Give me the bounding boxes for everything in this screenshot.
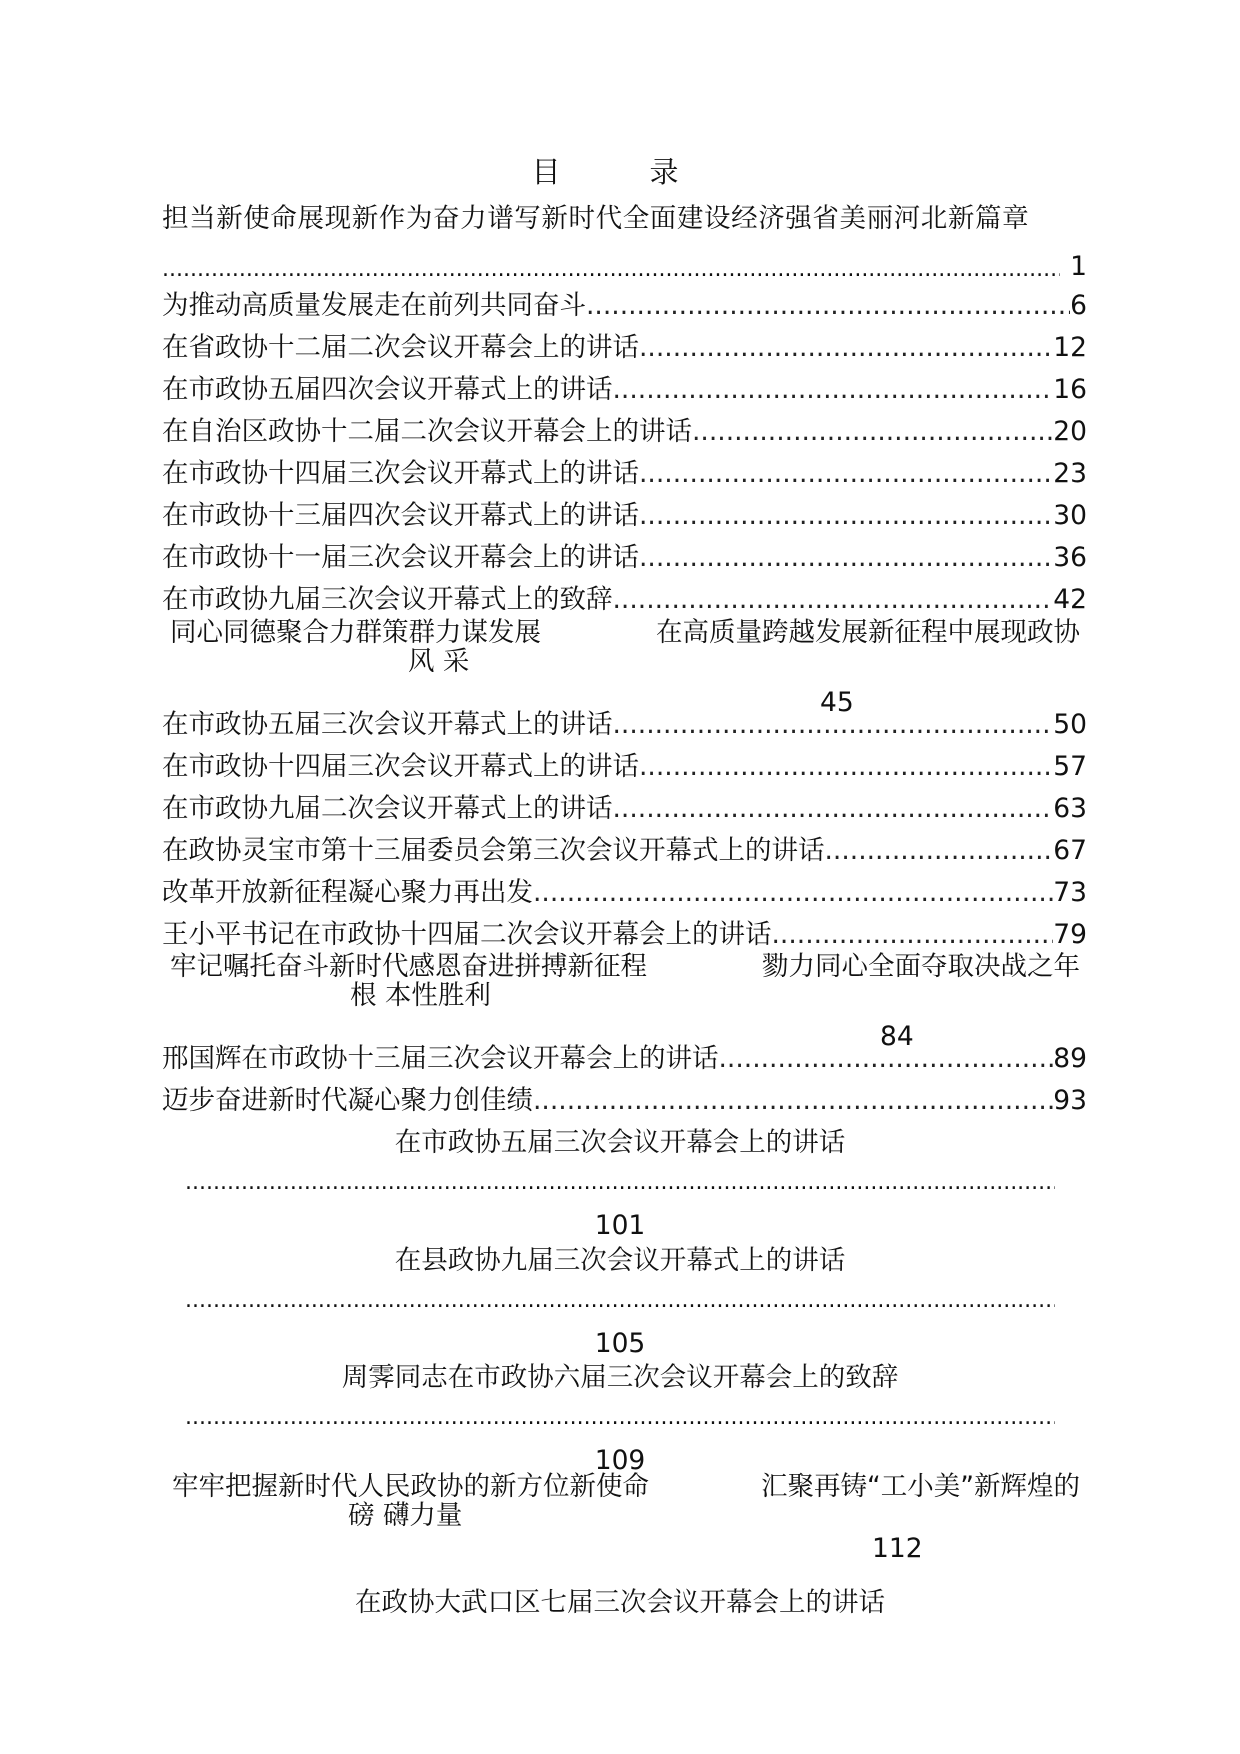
toc-leader-dots: [185, 1171, 1055, 1195]
toc-entry-title-part1: 同心同德聚合力群策群力谋发展: [170, 617, 541, 648]
toc-entry-page: 50: [1053, 709, 1087, 740]
toc-entry-page: 45: [820, 687, 854, 718]
toc-leader-dots: [639, 541, 1053, 575]
toc-entry-title-part1: 牢记嘱托奋斗新时代感恩奋进拼搏新征程: [170, 951, 647, 982]
toc-entry-title-part1: 牢牢把握新时代人民政协的新方位新使命: [172, 1471, 649, 1502]
toc-entry-title: 在自治区政协十二届二次会议开幕会上的讲话: [162, 416, 692, 447]
toc-entry-page: 67: [1053, 835, 1087, 866]
toc-entry[interactable]: [162, 870, 1087, 910]
toc-entry-title: 改革开放新征程凝心聚力再出发: [162, 877, 533, 908]
toc-entry-title-part2: 在高质量跨越发展新征程中展现政协: [656, 617, 1080, 648]
toc-entry-page: 1: [1070, 251, 1087, 282]
toc-entry-title: 在市政协九届二次会议开幕式上的讲话: [162, 793, 613, 824]
toc-entry-title: 邢国辉在市政协十三届三次会议开幕会上的讲话: [162, 1043, 719, 1074]
toc-entry-title-cont: 风 采: [408, 646, 470, 677]
toc-leader-dots: [185, 1406, 1055, 1430]
toc-entry-title: 在市政协十四届三次会议开幕式上的讲话: [162, 458, 639, 489]
toc-entry[interactable]: [162, 1078, 1087, 1118]
toc-entry-page: 109: [594, 1445, 646, 1476]
toc-entry-title: 在县政协九届三次会议开幕式上的讲话: [394, 1245, 846, 1276]
toc-leader-dots: [772, 918, 1054, 952]
toc-entry[interactable]: [162, 786, 1087, 826]
toc-entry-page: 63: [1053, 793, 1087, 824]
toc-entry-title-part2: 勠力同心全面夺取决战之年: [762, 951, 1080, 982]
toc-entry[interactable]: [162, 577, 1087, 617]
toc-entry-page: 84: [880, 1021, 914, 1052]
toc-entry-page: 16: [1053, 374, 1087, 405]
toc-entry-page: 12: [1053, 332, 1087, 363]
toc-entry[interactable]: [162, 202, 1087, 282]
toc-leader-dots: [639, 331, 1053, 365]
toc-entry[interactable]: [162, 1036, 1087, 1076]
toc-entry[interactable]: [162, 367, 1087, 407]
toc-entry[interactable]: [172, 1472, 1080, 1566]
toc-entry-title-cont: 根 本性胜利: [350, 980, 491, 1011]
toc-leader-dots: [613, 708, 1054, 742]
toc-entry-title: 在市政协十四届三次会议开幕式上的讲话: [162, 751, 639, 782]
toc-entry-page: 42: [1053, 584, 1087, 615]
toc-leader-dots: [586, 289, 1070, 323]
toc-entry-title: 王小平书记在市政协十四届二次会议开幕会上的讲话: [162, 919, 772, 950]
toc-entry[interactable]: [162, 409, 1087, 449]
toc-entry-title: 为推动高质量发展走在前列共同奋斗: [162, 290, 586, 321]
toc-entry-page: 6: [1070, 290, 1087, 321]
toc-entry-title: 在市政协五届四次会议开幕式上的讲话: [162, 374, 613, 405]
toc-heading: 目 录: [531, 155, 709, 189]
toc-entry-page: 112: [872, 1533, 923, 1564]
toc-entry-title: 在政协大武口区七届三次会议开幕会上的讲话: [355, 1587, 885, 1618]
toc-entry[interactable]: [162, 535, 1087, 575]
toc-entry-page: 101: [594, 1210, 646, 1241]
toc-entry-page: 79: [1053, 919, 1087, 950]
toc-entry-page: 23: [1053, 458, 1087, 489]
toc-entry-title-part2: 汇聚再铸“工小美”新辉煌的: [761, 1471, 1080, 1502]
toc-entry[interactable]: [162, 283, 1087, 323]
toc-leader-dots: [533, 876, 1053, 910]
toc-leader-dots: [692, 415, 1053, 449]
toc-entry-title: 周霁同志在市政协六届三次会议开幕会上的致辞: [341, 1362, 899, 1393]
toc-entry[interactable]: [185, 1360, 1055, 1478]
toc-entry-page: 105: [594, 1328, 646, 1359]
toc-leader-dots: [185, 1289, 1055, 1313]
toc-entry-title: 在市政协五届三次会议开幕式上的讲话: [162, 709, 613, 740]
toc-entry-page: 36: [1053, 542, 1087, 573]
toc-leader-dots: [613, 792, 1054, 826]
toc-entry-title: 担当新使命展现新作为奋力谱写新时代全面建设经济强省美丽河北新篇章: [162, 203, 1030, 234]
toc-entry-title-cont: 磅 礴力量: [348, 1500, 463, 1531]
toc-leader-dots: [613, 373, 1054, 407]
toc-entry[interactable]: [162, 325, 1087, 365]
toc-entry-page: 57: [1053, 751, 1087, 782]
toc-entry-page: 73: [1053, 877, 1087, 908]
toc-leader-dots: [162, 257, 1060, 282]
toc-entry-title: 迈步奋进新时代凝心聚力创佳绩: [162, 1085, 533, 1116]
toc-leader-dots: [719, 1042, 1054, 1076]
toc-entry-title: 在市政协十一届三次会议开幕会上的讲话: [162, 542, 639, 573]
toc-leader-dots: [825, 834, 1054, 868]
toc-entry[interactable]: [162, 451, 1087, 491]
toc-entry[interactable]: [162, 828, 1087, 868]
toc-entry-page: 93: [1053, 1085, 1087, 1116]
toc-entry-page: 89: [1053, 1043, 1087, 1074]
toc-entry-title: 在市政协十三届四次会议开幕式上的讲话: [162, 500, 639, 531]
toc-entry-page: 30: [1053, 500, 1087, 531]
toc-entry[interactable]: [162, 912, 1087, 952]
toc-entry[interactable]: [185, 1243, 1055, 1361]
toc-entry-title: 在市政协九届三次会议开幕式上的致辞: [162, 584, 613, 615]
toc-leader-dots: [639, 750, 1053, 784]
toc-entry[interactable]: [185, 1125, 1055, 1243]
toc-entry-title: 在政协灵宝市第十三届委员会第三次会议开幕式上的讲话: [162, 835, 825, 866]
toc-entry[interactable]: [162, 702, 1087, 742]
toc-entry-title: 在省政协十二届二次会议开幕会上的讲话: [162, 332, 639, 363]
toc-entry[interactable]: [162, 744, 1087, 784]
toc-leader-dots: [639, 499, 1053, 533]
toc-leader-dots: [533, 1084, 1053, 1118]
toc-entry[interactable]: [162, 493, 1087, 533]
toc-leader-dots: [613, 583, 1054, 617]
toc-entry-title: 在市政协五届三次会议开幕会上的讲话: [394, 1127, 846, 1158]
toc-leader-dots: [639, 457, 1053, 491]
toc-entry-page: 20: [1053, 416, 1087, 447]
toc-entry[interactable]: [185, 1585, 1055, 1621]
